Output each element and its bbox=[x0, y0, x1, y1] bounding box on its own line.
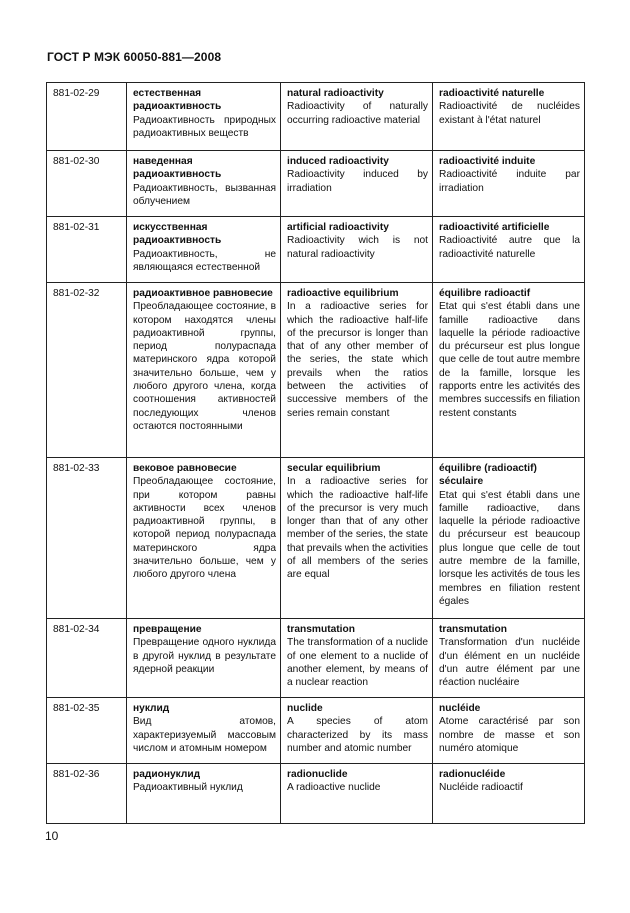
ru-term: искусственная радиоактивность bbox=[133, 222, 222, 247]
page-number: 10 bbox=[45, 829, 59, 843]
fr-cell bbox=[433, 283, 585, 458]
fr-term: radioactivité induite bbox=[439, 156, 536, 167]
fr-definition: Nucléide radioactif bbox=[439, 782, 523, 794]
entry-number: 881-02-35 bbox=[47, 698, 127, 764]
fr-definition: Radioactivité autre que la radioactivité naturelle bbox=[439, 235, 580, 260]
entry-number: 881-02-30 bbox=[47, 151, 127, 217]
entry-number: 881-02-33 bbox=[47, 458, 127, 619]
entry-number: 881-02-34 bbox=[47, 619, 127, 698]
en-definition: In a radioactive series for which the radioactive half-life of the precursor is longer than that of any other member of the series, the state which prevails when the ratios between the activities of successive members of the series remain constant bbox=[287, 301, 428, 419]
fr-cell bbox=[433, 151, 585, 217]
ru-definition: Преобладающее состояние, при котором равны активности всех членов радиоактивной группы, в которой период полураспада материнского ядра значительно больше, чем у любого другого члена bbox=[133, 476, 276, 581]
en-cell bbox=[281, 283, 433, 458]
ru-cell bbox=[127, 151, 281, 217]
ru-definition: Радиоактивный нуклид bbox=[133, 782, 243, 794]
page-header: ГОСТ Р МЭК 60050-881—2008 bbox=[47, 50, 222, 64]
en-cell bbox=[281, 458, 433, 619]
table-row bbox=[47, 619, 585, 698]
table-row bbox=[47, 217, 585, 283]
en-term: radioactive equilibrium bbox=[287, 288, 399, 299]
en-term: radionuclide bbox=[287, 769, 348, 780]
fr-definition: Etat qui s'est établi dans une famille radioactive, dans laquelle la période radioactive du précurseur est beaucoup plus longue que celle de tout autre membre de la famille, lorsque les activités de tous les membres en filiation restent égales bbox=[439, 489, 580, 607]
table-row bbox=[47, 764, 585, 824]
en-definition: A radioactive nuclide bbox=[287, 782, 381, 794]
ru-term: наведенная радиоактивность bbox=[133, 156, 222, 181]
en-definition: Radioactivity wich is not natural radioactivity bbox=[287, 235, 428, 260]
en-definition: A species of atom characterized by its mass number and atomic number bbox=[287, 716, 428, 754]
table-row bbox=[47, 458, 585, 619]
fr-term: radionucléide bbox=[439, 769, 506, 780]
en-cell bbox=[281, 764, 433, 824]
table-row bbox=[47, 283, 585, 458]
en-term: nuclide bbox=[287, 703, 323, 714]
fr-term: radioactivité naturelle bbox=[439, 88, 545, 99]
en-cell bbox=[281, 619, 433, 698]
fr-term: radioactivité artificielle bbox=[439, 222, 550, 233]
ru-cell bbox=[127, 619, 281, 698]
en-definition: The transformation of a nuclide of one element to a nuclide of another element, by means of a nuclear reaction bbox=[287, 637, 428, 689]
fr-cell bbox=[433, 458, 585, 619]
en-cell bbox=[281, 83, 433, 151]
fr-definition: Transformation d'un nucléide d'un élément en un nucléide d'un autre élément par une réaction nucléaire bbox=[439, 637, 580, 689]
ru-cell bbox=[127, 764, 281, 824]
ru-definition: Вид атомов, характеризуемый массовым числом и атомным номером bbox=[133, 716, 276, 754]
ru-definition: Превращение одного нуклида в другой нуклид в результате ядерной реакции bbox=[133, 637, 276, 675]
en-term: natural radioactivity bbox=[287, 88, 384, 99]
fr-cell bbox=[433, 698, 585, 764]
entry-number: 881-02-36 bbox=[47, 764, 127, 824]
fr-term: transmutation bbox=[439, 624, 507, 635]
en-term: transmutation bbox=[287, 624, 355, 635]
en-term: induced radioactivity bbox=[287, 156, 389, 167]
entry-number: 881-02-29 bbox=[47, 83, 127, 151]
ru-term: радиоактивное равновесие bbox=[133, 288, 273, 299]
fr-term: nucléide bbox=[439, 703, 481, 714]
en-cell bbox=[281, 698, 433, 764]
fr-definition: Etat qui s'est établi dans une famille radioactive dans laquelle la période radioactive du précurseur est plus longue que celle de tout autre membre de la famille, lorsque les rapports entre les activités des membres successifs en filiation restent constants bbox=[439, 301, 581, 419]
table-row bbox=[47, 698, 585, 764]
ru-definition: Радиоактивность, вызванная облучением bbox=[133, 182, 276, 207]
ru-definition: Преобладающее состояние, в котором находятся члены радиоактивной группы, период полураспада материнского ядра которой значительно больше, чем у любого другого члена, когда соотношения активностей последующих членов остаются постоянными bbox=[133, 301, 276, 432]
ru-cell bbox=[127, 458, 281, 619]
en-definition: In a radioactive series for which the radioactive half-life of the precursor is very much longer than that of any other member of the series, the state that prevails when the activities of all members of the series are equal bbox=[287, 476, 428, 581]
ru-definition: Радиоактивность, не являющаяся естественной bbox=[133, 248, 276, 273]
fr-cell bbox=[433, 764, 585, 824]
en-definition: Radioactivity of naturally occurring radioactive material bbox=[287, 101, 428, 126]
ru-cell bbox=[127, 217, 281, 283]
table-row bbox=[47, 151, 585, 217]
ru-term: естественная радиоактивность bbox=[133, 88, 222, 113]
ru-cell bbox=[127, 83, 281, 151]
entry-number: 881-02-32 bbox=[47, 283, 127, 458]
fr-term: équilibre radioactif bbox=[439, 288, 531, 299]
ru-cell bbox=[127, 698, 281, 764]
en-cell bbox=[281, 217, 433, 283]
ru-term: превращение bbox=[133, 624, 202, 635]
ru-term: вековое равновесие bbox=[133, 463, 237, 474]
ru-term: нуклид bbox=[133, 703, 170, 714]
entry-number: 881-02-31 bbox=[47, 217, 127, 283]
fr-definition: Radioactivité induite par irradiation bbox=[439, 169, 580, 194]
fr-cell bbox=[433, 619, 585, 698]
fr-term: équilibre (radioactif) séculaire bbox=[439, 463, 537, 488]
en-cell bbox=[281, 151, 433, 217]
table-row bbox=[47, 83, 585, 151]
ru-definition: Радиоактивность природных радиоактивных веществ bbox=[133, 114, 276, 139]
ru-cell bbox=[127, 283, 281, 458]
ru-term: радионуклид bbox=[133, 769, 201, 780]
terms-table bbox=[46, 82, 585, 824]
en-definition: Radioactivity induced by irradiation bbox=[287, 169, 428, 194]
fr-cell bbox=[433, 217, 585, 283]
en-term: secular equilibrium bbox=[287, 463, 381, 474]
fr-definition: Radioactivité de nucléides existant à l'état naturel bbox=[439, 101, 580, 126]
fr-definition: Atome caractérisé par son nombre de masse et son numéro atomique bbox=[439, 716, 580, 754]
fr-cell bbox=[433, 83, 585, 151]
en-term: artificial radioactivity bbox=[287, 222, 389, 233]
